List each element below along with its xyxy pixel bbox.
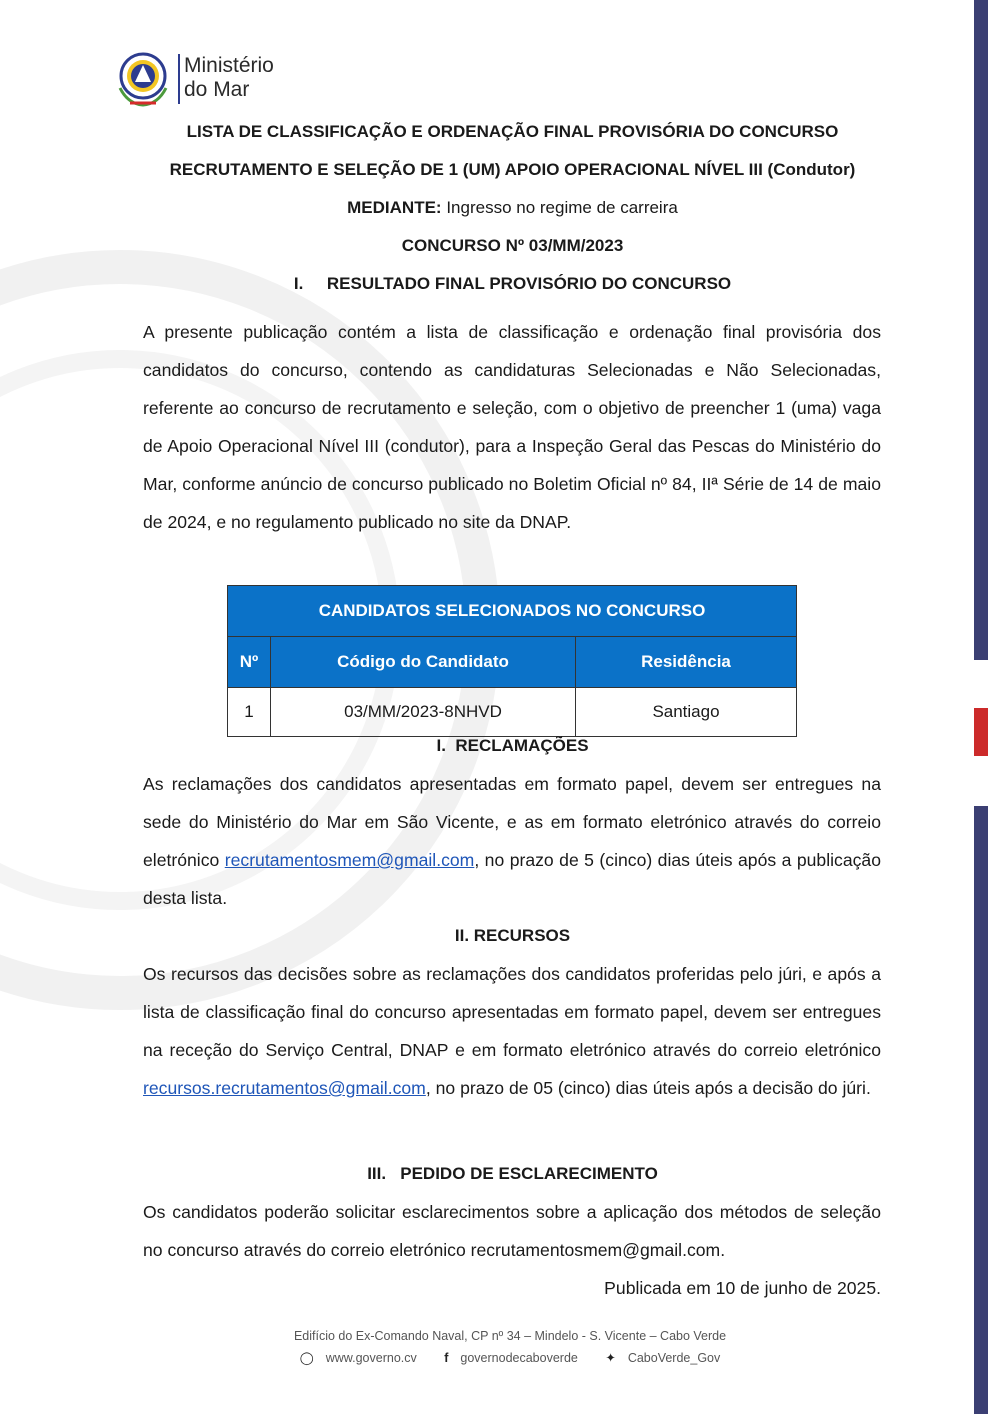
cell-code: 03/MM/2023-8NHVD [271,688,576,737]
globe-icon: ◯ [299,1351,314,1365]
concurso-number: CONCURSO Nº 03/MM/2023 [401,236,624,255]
footer-twitter-text: CaboVerde_Gov [627,1351,721,1365]
reclamacoes-email-link[interactable]: recrutamentosmem@gmail.com [224,850,475,870]
footer-links [200,1350,820,1365]
reclamacoes-text: As reclamações dos candidatos apresentadas em formato papel, devem ser entregues na sede do Ministério do Mar em São Vicente, e as em formato eletrónico através do correio eletrónico [143,774,881,870]
ministry-logo [112,48,302,110]
section-heading-reclamacoes: I. RECLAMAÇÕES [436,736,589,755]
recursos-text: Os recursos das decisões sobre as reclamações dos candidatos proferidas pelo júri, e após a lista de classificação final do concurso apresentadas em formato papel, devem ser entregues na receção do Serviço Central, DNAP e em formato eletrónico através do correio eletrónico [143,964,881,1060]
ministry-name-line2: do Mar [184,78,250,101]
recursos-email-link[interactable]: recursos.recrutamentos@gmail.com [143,1078,426,1098]
selected-candidates-table [227,585,797,737]
side-bar-accent [974,708,988,756]
recursos-text-end: , no prazo de 05 (cinco) dias úteis após a decisão do júri. [425,1078,871,1098]
document-modality [140,196,885,220]
modality-value: Ingresso no regime de carreira [446,198,678,217]
coat-of-arms-icon [112,48,174,110]
footer-address: Edifício do Ex-Comando Naval, CP nº 34 – Mindelo - S. Vicente – Cabo Verde [293,1329,727,1343]
esclarecimento-paragraph: Os candidatos poderão solicitar esclarecimentos sobre a aplicação dos métodos de seleção no concurso através do correio eletrónico recrutamentosmem@gmail.com. [143,1202,881,1260]
facebook-icon: f [444,1351,449,1365]
section-heading-esclarecimento: III. PEDIDO DE ESCLARECIMENTO [367,1164,658,1183]
ministry-name [184,54,274,102]
section-heading-recursos: II. RECURSOS [454,926,571,945]
footer-website-text: www.governo.cv [325,1351,417,1365]
reclamacoes-paragraph [143,765,881,917]
column-header-number: Nº [228,637,271,688]
table-row [228,688,797,737]
cell-number: 1 [228,688,271,737]
ministry-name-line1: Ministério [184,54,274,77]
modality-label: MEDIANTE: [347,198,442,217]
footer-website[interactable] [294,1351,423,1365]
side-bar-bottom [974,806,988,1414]
footer-facebook[interactable] [438,1351,584,1365]
twitter-icon: ✦ [605,1351,616,1365]
side-bar-top [974,0,988,660]
column-header-residence: Residência [576,637,797,688]
cell-residence: Santiago [576,688,797,737]
reclamacoes-text-end: , no prazo de 5 (cinco) dias úteis após a publicação desta lista. [143,850,881,908]
intro-paragraph: A presente publicação contém a lista de classificação e ordenação final provisória dos candidatos do concurso, contendo as candidaturas Selecionadas e Não Selecionadas, referente ao concurso de recrutamento e seleção, com o objetivo de preencher 1 (uma) vaga de Apoio Operacional Nível III (condutor), para a Inspeção Geral das Pescas do Ministério do Mar, conforme anúncio de concurso publicado no Boletim Oficial nº 84, IIª Série de 14 de maio de 2024, e no regulamento publicado no site da DNAP. [143,322,881,532]
footer-facebook-text: governodecaboverde [460,1351,578,1365]
column-header-code: Código do Candidato [271,637,576,688]
publication-date: Publicada em 10 de junho de 2025. [604,1278,881,1298]
document-subtitle: RECRUTAMENTO E SELEÇÃO DE 1 (UM) APOIO OPERACIONAL NÍVEL III (Condutor) [169,160,856,179]
logo-divider [178,54,180,104]
table-title: CANDIDATOS SELECIONADOS NO CONCURSO [228,586,797,637]
footer-twitter[interactable] [599,1351,726,1365]
section-heading-resultado: I. RESULTADO FINAL PROVISÓRIO DO CONCURSO [293,274,732,293]
recursos-paragraph [143,955,881,1107]
document-title: LISTA DE CLASSIFICAÇÃO E ORDENAÇÃO FINAL PROVISÓRIA DO CONCURSO [186,122,839,141]
